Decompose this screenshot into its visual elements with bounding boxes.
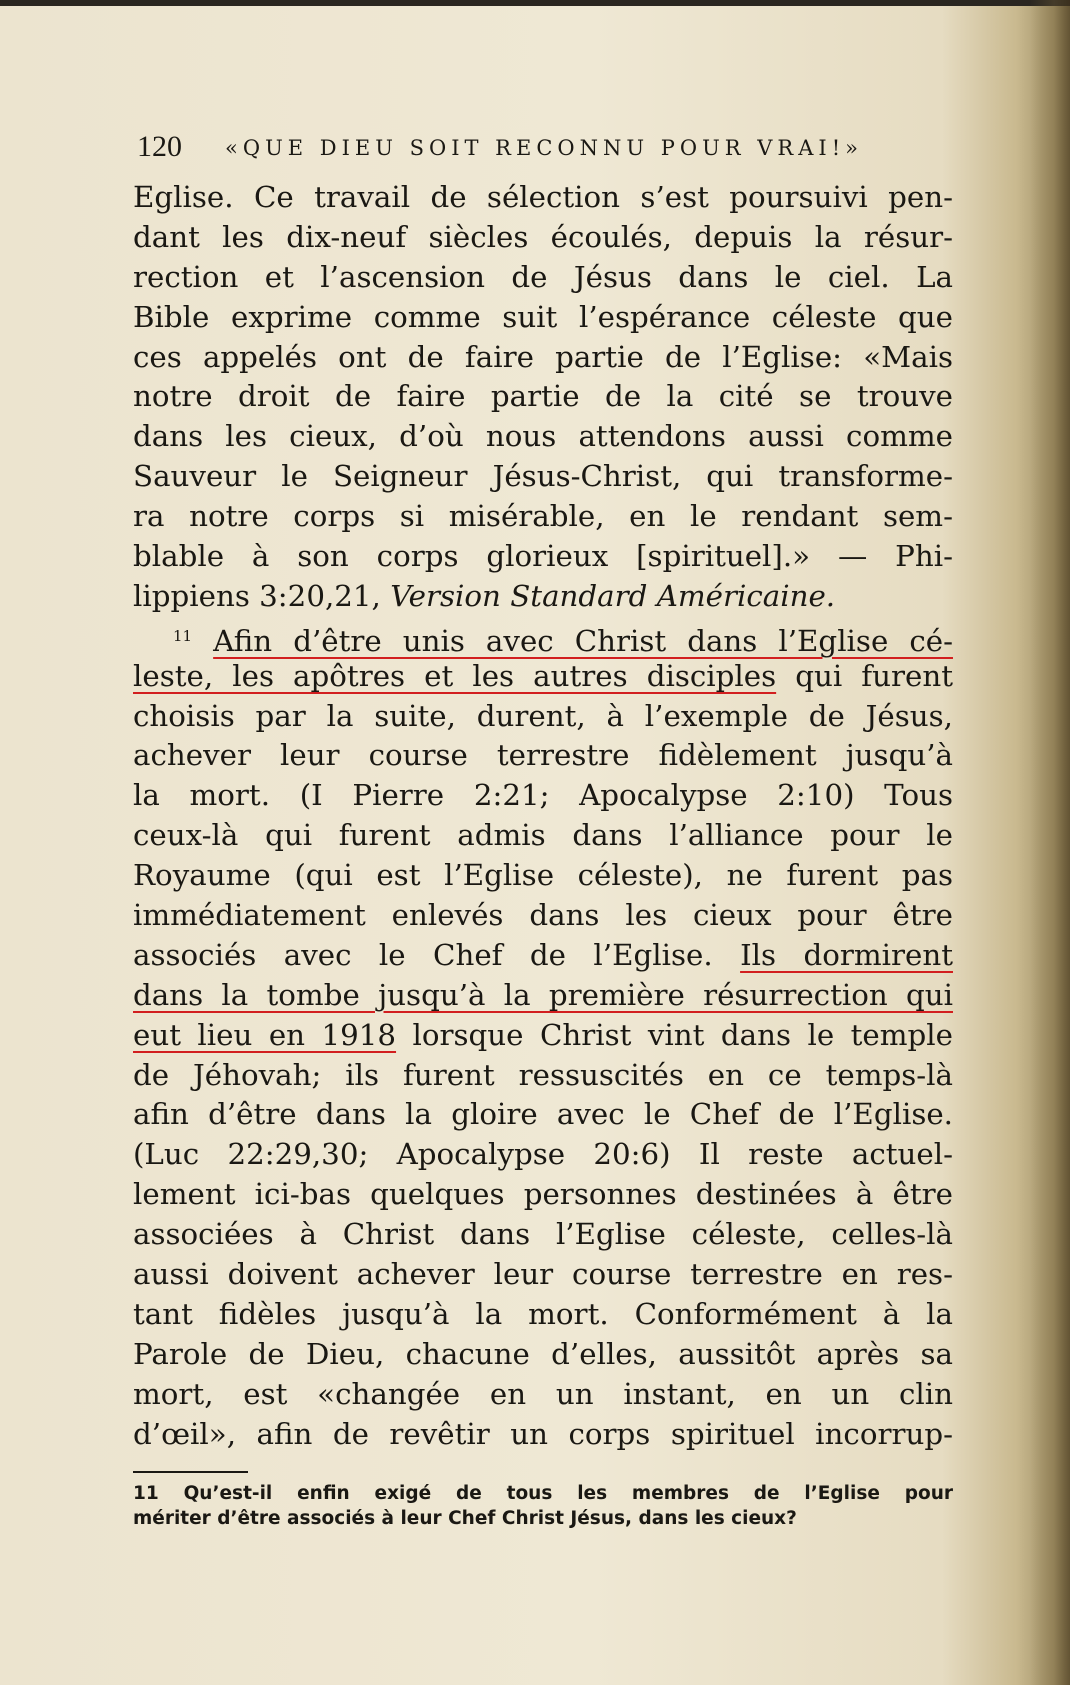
text-line: (Luc 22:29,30; Apocalypse 20:6) Il reste actuel- [133,1137,953,1172]
text-line: ces appelés ont de faire partie de l’Eglise: «Mais [133,339,953,374]
underlined-text: eut lieu en 1918 [133,1017,397,1052]
text-line: dans les cieux, d’où nous attendons aussi comme [133,419,953,454]
footnote-line: 11 Qu’est-il enfin exigé de tous les membres de l’Eglise pour [133,1483,953,1504]
text-line: notre droit de faire partie de la cité se trouve [133,379,953,414]
text-fragment: lippiens 3:20,21, [133,578,391,613]
text-line: Eglise. Ce travail de sélection s’est poursuivi pen- [133,180,953,214]
text-line: rection et l’ascension de Jésus dans le ciel. La [133,259,953,294]
text-line: dant les dix-neuf siècles écoulés, depuis la résur- [133,219,953,254]
text-line: d’œil», afin de revêtir un corps spirituel incorrup- [133,1416,953,1451]
text-line: Sauveur le Seigneur Jésus-Christ, qui transforme- [133,459,953,494]
text-line: choisis par la suite, durent, à l’exemple de Jésus, [133,698,953,733]
text-line: immédiatement enlevés dans les cieux pour être [133,898,953,933]
underlined-text: Afin d’être unis avec Christ dans l’Eglise cé- [213,623,953,658]
text-line: ra notre corps si misérable, en le rendant sem- [133,499,953,534]
text-line: Parole de Dieu, chacune d’elles, aussitôt après sa [133,1336,953,1371]
paragraph-number: 11 [173,626,193,645]
text-line: associées à Christ dans l’Eglise céleste, celles-là [133,1217,953,1252]
spine-shadow [1030,0,1070,1685]
underlined-text: leste, les apôtres et les autres disciples [133,658,777,693]
text-line: la mort. (I Pierre 2:21; Apocalypse 2:10) Tous [133,778,953,813]
text-fragment: qui furent [776,658,953,693]
running-head: «QUE DIEU SOIT RECONNU POUR VRAI!» [225,136,863,160]
text-line: blable à son corps glorieux [spirituel].» — Phi- [133,539,953,574]
page-top-edge [0,0,1070,6]
text-fragment: associés avec le Chef de l’Eglise. [133,937,741,972]
body-text [133,178,953,1455]
footnote-divider [133,1471,248,1473]
page-header [137,130,937,170]
text-line [133,936,953,976]
footnote [133,1481,953,1531]
italic-text-fragment: Version Standard Américaine. [390,578,836,613]
text-line: afin d’être dans la gloire avec le Chef de l’Eglise. [133,1097,953,1132]
text-fragment: lorsque Christ vint dans le temple [396,1017,953,1052]
text-line: Bible exprime comme suit l’espérance céleste que [133,299,953,334]
underlined-text: Ils dormirent [740,937,953,972]
text-line: mort, est «changée en un instant, en un clin [133,1376,953,1411]
text-line [133,1016,953,1056]
text-line: Royaume (qui est l’Eglise céleste), ne furent pas [133,858,953,893]
text-line: tant fidèles jusqu’à la mort. Conformément à la [133,1296,953,1331]
text-line: ceux-là qui furent admis dans l’alliance pour le [133,818,953,853]
underlined-text: dans la tombe jusqu’à la première résurrection qui [133,977,953,1012]
text-line: lement ici-bas quelques personnes destinées à être [133,1177,953,1212]
text-line: aussi doivent achever leur course terrestre en res- [133,1257,953,1292]
text-line [133,577,953,617]
text-line [133,976,953,1016]
text-line: achever leur course terrestre fidèlement jusqu’à [133,738,953,773]
page-number: 120 [137,130,182,163]
text-line: de Jéhovah; ils furent ressuscités en ce temps-là [133,1057,953,1092]
text-line [133,657,953,697]
footnote-line: mériter d’être associés à leur Chef Christ Jésus, dans les cieux? [133,1508,797,1529]
text-line [133,617,953,657]
